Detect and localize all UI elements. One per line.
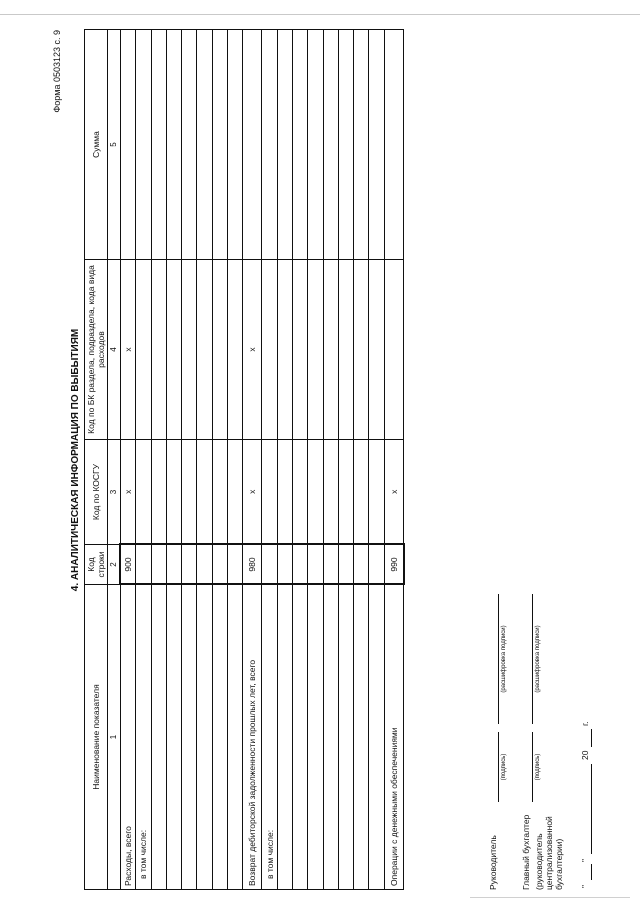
column-number: 5 [108,30,121,260]
rotated-form-page [40,30,600,890]
column-number: 4 [108,260,121,440]
head-signature-line [498,732,499,802]
table-row [182,30,197,890]
date-quote-open: " [580,884,590,888]
column-number: 1 [108,585,121,890]
scan-artifact-bottom [470,897,630,898]
chief-signature-caption: (подпись) [535,753,541,781]
row-name: Возврат дебиторской задолженности прошлых лет, всего [243,585,262,890]
date-day-line [591,864,592,880]
column-number: 3 [108,440,121,545]
table-row [292,30,307,890]
row-sum [243,30,262,260]
table-header-row [85,30,108,890]
row-kosgu: x [384,440,404,545]
row-name: Расходы, всего [120,585,136,890]
form-number: Форма 0503123 с. 9 [52,30,62,113]
header-sum: Сумма [85,30,108,260]
column-number: 2 [108,545,121,585]
table-row [197,30,212,890]
row-kosgu: x [120,440,136,545]
head-decoding-line [498,594,499,724]
scan-artifact-top [0,14,640,15]
row-name: Операции с денежными обеспечениями [384,585,404,890]
section-title: 4. АНАЛИТИЧЕСКАЯ ИНФОРМАЦИЯ ПО ВЫБЫТИЯМ [70,328,81,592]
row-sum [262,30,277,260]
table-row [243,30,262,890]
table-row [228,30,243,890]
row-kosgu [136,440,151,545]
row-kosgu [262,440,277,545]
table-row [262,30,277,890]
row-bk: x [243,260,262,440]
table-row [369,30,384,890]
table-row [354,30,369,890]
row-code [136,545,151,585]
row-code [262,545,277,585]
table-row [166,30,181,890]
head-label: Руководитель [488,835,498,890]
outflow-table [84,29,405,890]
chief-signature-line [532,732,533,802]
date-year-suffix: г. [580,721,590,726]
row-code: 900 [120,545,136,585]
row-name: в том числе: [262,585,277,890]
header-kosgu-code: Код по КОСГУ [85,440,108,545]
header-name: Наименование показателя [85,585,108,890]
row-kosgu: x [243,440,262,545]
table-row [212,30,227,890]
table-row [136,30,151,890]
chief-accountant-label: Главный бухгалтер [521,814,531,890]
date-month-line [591,764,592,854]
chief-decoding-line [532,594,533,724]
chief-accountant-note: (руководитель централизованной бухгалтерии) [534,816,564,890]
date-quote-close: " [580,858,590,862]
row-bk: x [120,260,136,440]
table-row [338,30,353,890]
column-number-row [108,30,121,890]
row-sum [136,30,151,260]
head-decoding-caption: (расшифровка подписи) [501,625,507,693]
table-row [120,30,136,890]
header-row-code: Код строки [85,545,108,585]
date-year-prefix: 20 [580,750,590,760]
row-bk [136,260,151,440]
head-signature-caption: (подпись) [501,753,507,781]
table-row [277,30,292,890]
row-sum [384,30,404,260]
table-row [323,30,338,890]
row-code: 980 [243,545,262,585]
row-code: 990 [384,545,404,585]
chief-decoding-caption: (расшифровка подписи) [535,625,541,693]
row-name: в том числе: [136,585,151,890]
row-bk [384,260,404,440]
table-row [384,30,404,890]
table-row [308,30,323,890]
date-year-line [591,729,592,747]
table-row [151,30,166,890]
row-bk [262,260,277,440]
row-sum [120,30,136,260]
header-bk-code: Код по БК раздела, подраздела, кода вида расходов [85,260,108,440]
